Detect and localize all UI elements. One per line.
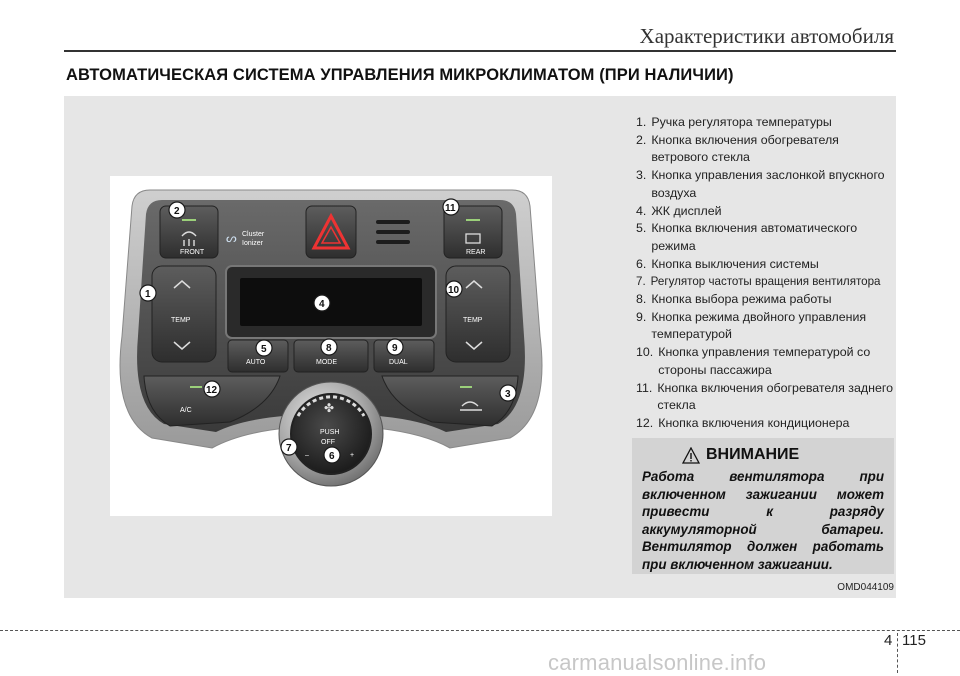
legend-item: 12. Кнопка включения кондиционера xyxy=(636,415,850,430)
svg-text:1: 1 xyxy=(145,289,151,300)
callout-7 xyxy=(281,439,297,455)
callout-1 xyxy=(140,285,156,301)
dual-button xyxy=(374,340,434,372)
component-legend xyxy=(636,114,898,433)
watermark: carmanualsonline.info xyxy=(548,650,767,675)
warning-box xyxy=(632,438,894,574)
vent-slot xyxy=(376,240,410,244)
passenger-temp-rocker xyxy=(446,266,510,362)
callout-2 xyxy=(169,202,185,218)
footer-rule xyxy=(0,630,960,631)
svg-text:8: 8 xyxy=(326,343,332,354)
push-label: PUSH xyxy=(320,429,340,436)
svg-text:5: 5 xyxy=(261,344,267,355)
legend-item: 9. Кнопка режима двойного управления температурой xyxy=(636,309,867,342)
header-rule xyxy=(64,50,896,52)
callout-5 xyxy=(256,340,272,356)
svg-text:6: 6 xyxy=(329,451,335,462)
warning-triangle-icon xyxy=(682,447,700,464)
rear-label: REAR xyxy=(466,249,486,256)
vent-slot xyxy=(376,220,410,224)
temp-right-label: TEMP xyxy=(463,317,483,324)
ionizer-icon: ᔕ xyxy=(226,231,237,245)
legend-item: 4. ЖК дисплей xyxy=(636,203,722,218)
legend-item: 11. Кнопка включения обогревателя заднего стекла xyxy=(636,380,893,413)
climate-control-panel-svg xyxy=(110,176,552,516)
callout-10 xyxy=(446,281,462,297)
callout-8 xyxy=(321,339,337,355)
legend-item: 7. Регулятор частоты вращения вентилятора xyxy=(636,275,881,289)
warning-title: ВНИМАНИЕ xyxy=(706,446,800,463)
mode-label: MODE xyxy=(316,359,337,366)
chapter-number: 4 xyxy=(884,632,893,649)
figure-panel xyxy=(64,96,896,598)
front-label: FRONT xyxy=(180,249,205,256)
callout-11 xyxy=(443,199,459,215)
plus-label: + xyxy=(350,452,355,459)
legend-item: 6. Кнопка выключения системы xyxy=(636,256,819,271)
page-separator xyxy=(897,633,898,673)
svg-text:2: 2 xyxy=(174,206,180,217)
vent-slot xyxy=(376,230,410,234)
legend-item: 8. Кнопка выбора режима работы xyxy=(636,292,832,307)
svg-text:4: 4 xyxy=(319,299,325,310)
ac-label: A/C xyxy=(180,407,192,414)
callout-12 xyxy=(204,381,220,397)
callout-3 xyxy=(500,385,516,401)
auto-label: AUTO xyxy=(246,359,266,366)
svg-text:7: 7 xyxy=(286,443,292,454)
callout-9 xyxy=(387,339,403,355)
legend-item: 5. Кнопка включения автоматического режима xyxy=(636,221,858,253)
callout-4 xyxy=(314,295,330,311)
cluster-label-2: Ionizer xyxy=(242,240,264,247)
legend-item: 3. Кнопка управления заслонкой впускного воздуха xyxy=(636,168,885,200)
svg-text:12: 12 xyxy=(206,385,218,396)
svg-text:9: 9 xyxy=(392,343,398,354)
warning-header xyxy=(682,446,884,464)
fan-icon: ✤ xyxy=(324,401,335,415)
legend-item: 2. Кнопка включения обогревателя ветрового стекла xyxy=(636,132,839,165)
cluster-label-1: Cluster xyxy=(242,231,265,238)
legend-item: 1. Ручка регулятора температуры xyxy=(636,115,832,129)
off-label: OFF xyxy=(321,439,335,446)
legend-item: 10. Кнопка управления температурой со стороны пассажира xyxy=(636,345,871,377)
section-title: АВТОМАТИЧЕСКАЯ СИСТЕМА УПРАВЛЕНИЯ МИКРОКЛИМАТОМ (ПРИ НАЛИЧИИ) xyxy=(66,66,734,84)
svg-text:3: 3 xyxy=(505,389,511,400)
temp-left-label: TEMP xyxy=(171,317,191,324)
warning-text: Работа вентилятора при включенном зажигании может привести к разряду аккумуляторной батареи. Вентилятор должен работать при включенном зажигании. xyxy=(642,469,884,572)
running-header: Характеристики автомобиля xyxy=(639,24,894,48)
climate-control-illustration xyxy=(110,176,552,516)
page-number: 115 xyxy=(902,632,926,649)
svg-text:10: 10 xyxy=(448,285,460,296)
minus-label: – xyxy=(305,452,309,459)
callout-6 xyxy=(324,447,340,463)
svg-text:11: 11 xyxy=(445,203,456,214)
lcd-display xyxy=(240,278,422,326)
dual-label: DUAL xyxy=(389,359,408,366)
figure-code: OMD044109 xyxy=(837,582,894,593)
